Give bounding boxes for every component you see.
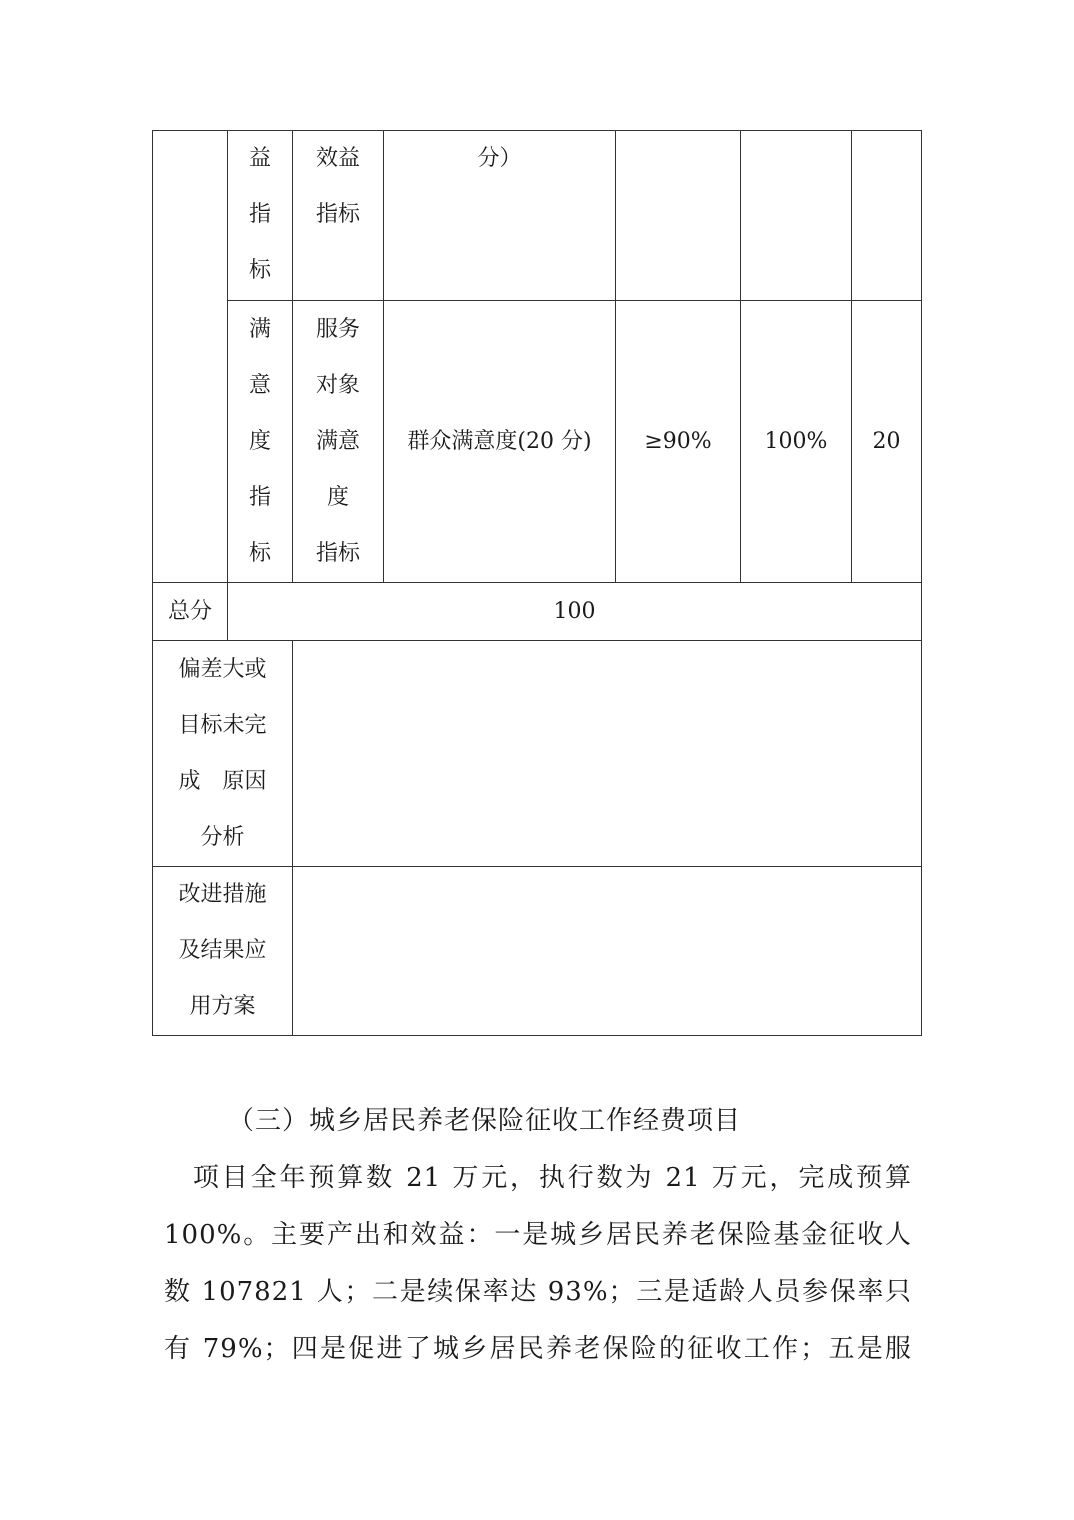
actual-cell bbox=[741, 131, 852, 301]
body-line: 数 107821 人；二是续保率达 93%；三是适龄人员参保率只 bbox=[164, 1277, 912, 1307]
text-line: 成 原因 bbox=[178, 768, 267, 794]
text-line: 效益 bbox=[315, 146, 360, 171]
text-line: 分析 bbox=[200, 824, 245, 850]
indicator-cell: 群众满意度(20 分) bbox=[384, 301, 616, 583]
body-line: 100%。主要产出和效益：一是城乡居民养老保险基金征收人 bbox=[164, 1220, 912, 1250]
indicator-cell: 分） bbox=[384, 131, 616, 301]
body-line: 项目全年预算数 21 万元，执行数为 21 万元，完成预算 bbox=[164, 1163, 912, 1193]
improvement-label bbox=[153, 867, 293, 1036]
section-heading: （三）城乡居民养老保险征收工作经费项目 bbox=[228, 1106, 742, 1136]
table-row-satisfaction bbox=[153, 301, 922, 583]
text-line: 改进措施 bbox=[178, 882, 267, 907]
char: 指 bbox=[248, 484, 271, 510]
table-row-improvement bbox=[153, 867, 922, 1036]
total-value: 100 bbox=[228, 583, 922, 641]
level2-indicator-cell bbox=[293, 301, 384, 583]
performance-table bbox=[152, 130, 922, 1036]
text-line: 指标 bbox=[315, 540, 360, 566]
char: 度 bbox=[248, 428, 271, 454]
text-line: 用方案 bbox=[189, 994, 256, 1019]
total-label: 总分 bbox=[153, 583, 228, 641]
level1-indicator-cell bbox=[228, 301, 293, 583]
text-line: 对象 bbox=[315, 372, 360, 398]
text-line: 目标未完 bbox=[178, 712, 267, 738]
text-line: 服务 bbox=[315, 316, 360, 342]
deviation-content bbox=[293, 641, 922, 867]
text-line: 度 bbox=[326, 484, 349, 510]
text-line: 指标 bbox=[315, 202, 360, 227]
deviation-label bbox=[153, 641, 293, 867]
target-cell: ≥90% bbox=[616, 301, 741, 583]
improvement-content bbox=[293, 867, 922, 1036]
level1-indicator-cell bbox=[228, 131, 293, 301]
table-row-deviation bbox=[153, 641, 922, 867]
char: 标 bbox=[248, 258, 271, 283]
level2-indicator-cell bbox=[293, 131, 384, 301]
char: 益 bbox=[248, 146, 271, 171]
score-cell bbox=[852, 131, 922, 301]
char: 指 bbox=[248, 202, 271, 227]
target-cell bbox=[616, 131, 741, 301]
char: 满 bbox=[248, 316, 271, 342]
text-line: 偏差大或 bbox=[178, 656, 267, 682]
table-row-total bbox=[153, 583, 922, 641]
text-line: 满意 bbox=[315, 428, 360, 454]
score-cell: 20 bbox=[852, 301, 922, 583]
char: 意 bbox=[248, 372, 271, 398]
body-line: 有 79%；四是促进了城乡居民养老保险的征收工作；五是服 bbox=[164, 1334, 912, 1364]
category-cell bbox=[153, 131, 228, 583]
actual-cell: 100% bbox=[741, 301, 852, 583]
text-line: 及结果应 bbox=[178, 938, 267, 963]
table-row-benefit bbox=[153, 131, 922, 301]
char: 标 bbox=[248, 540, 271, 566]
